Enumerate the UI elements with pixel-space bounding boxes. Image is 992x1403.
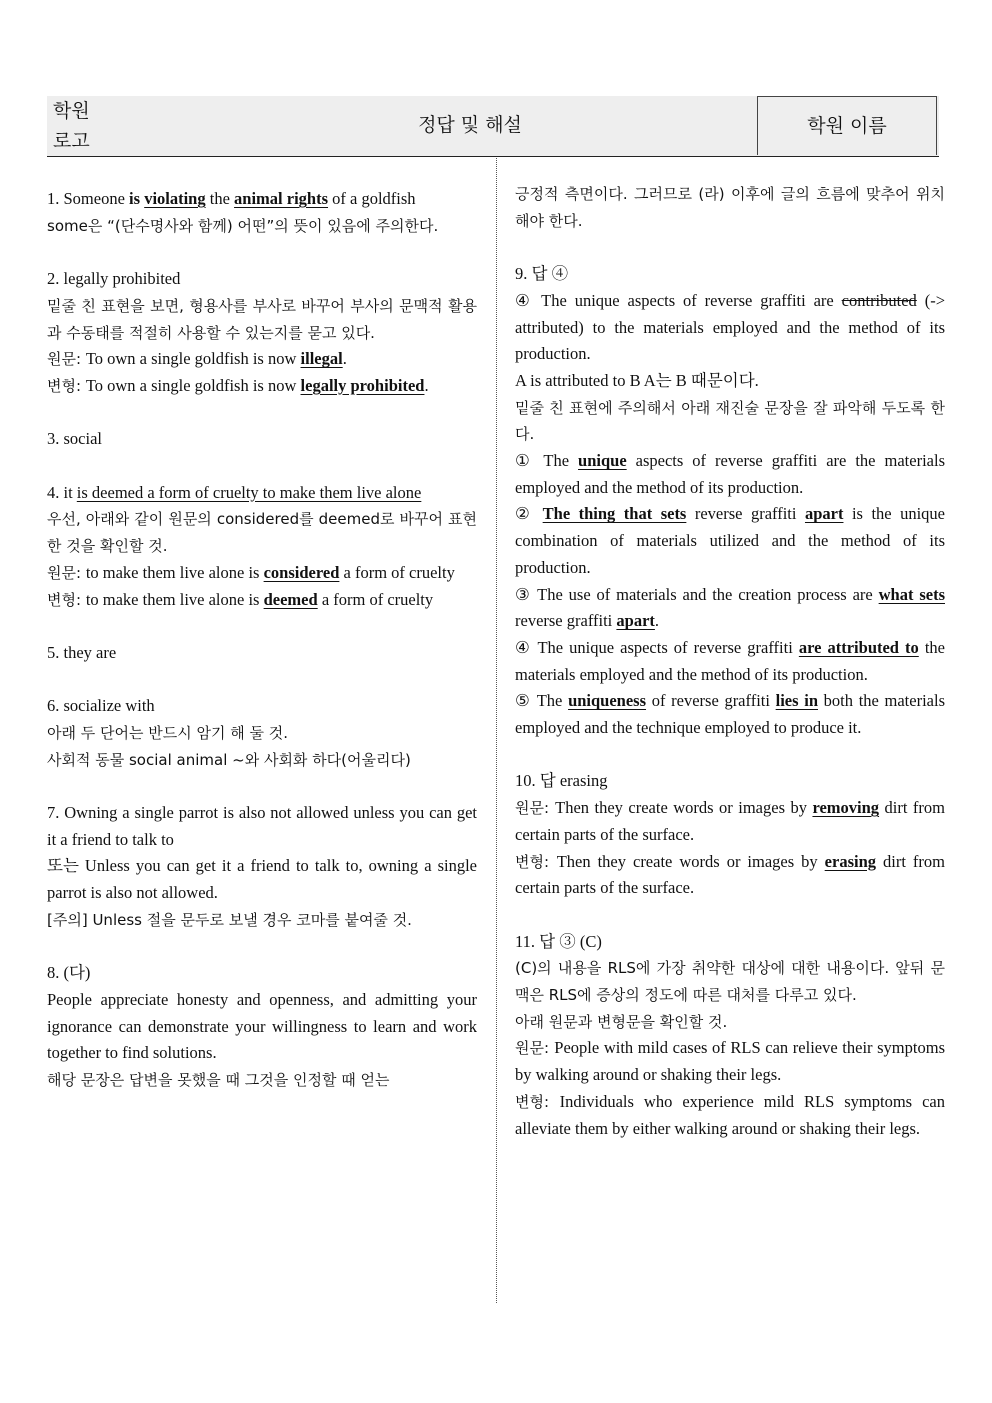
academy-logo-placeholder — [53, 96, 133, 156]
text-segment: (-> attributed) to the materials employed and the method of its production. — [515, 290, 946, 364]
text-segment: deemed — [263, 589, 318, 609]
text-segment: ③ The use of materials and the creation process are — [515, 584, 879, 604]
text-segment: To own a single goldfish is now — [85, 349, 301, 369]
text-segment: the — [205, 189, 235, 208]
text-segment: Then they create words or images by — [555, 798, 813, 818]
text-segment: 9. 답 ④ — [515, 264, 569, 284]
text-segment: [주의] Unless 절을 문두로 보낼 경우 코마를 붙여줄 것. — [47, 910, 412, 929]
text-segment: 11. 답 ③ (C) — [515, 931, 602, 951]
answer-11 — [515, 929, 945, 1143]
text-segment: 5. they are — [47, 642, 117, 662]
text-segment: animal rights — [234, 189, 329, 208]
text-segment: violating — [144, 189, 206, 208]
text-segment: 4. it — [47, 482, 77, 502]
text-segment: considered — [263, 562, 340, 582]
text-segment: 변형: — [47, 590, 86, 609]
logo-line-2: 로고 — [53, 130, 90, 152]
paragraph-spacer — [47, 239, 477, 266]
paragraph-spacer — [515, 742, 945, 769]
text-segment: . — [424, 375, 429, 395]
text-segment: Then they create words or images by — [556, 851, 825, 871]
text-line — [47, 560, 477, 587]
text-segment: of a goldfish — [328, 189, 416, 208]
text-segment: ① The — [515, 451, 579, 471]
explanation: some은 “(단수명사와 함께) 어떤”의 뜻이 있음에 주의한다. — [47, 216, 439, 235]
text-segment: Individuals who experience mild RLS symptoms can alleviate them by either walking around or shaking their legs. — [515, 1091, 945, 1138]
text-segment: 변형: — [47, 376, 86, 395]
paragraph-spacer — [47, 773, 477, 800]
option-3 — [515, 582, 945, 635]
explanation: 우선, 아래와 같이 원문의 considered를 deemed로 바꾸어 표현한 것을 확인할 것. — [47, 510, 477, 556]
text-segment: 원문: — [515, 799, 556, 818]
text-segment: aspects of reverse graffiti are the materials employed and the method of its production. — [515, 451, 945, 497]
text-segment: 사회적 동물 social animal ~와 사회화 하다(어울리다) — [47, 750, 411, 769]
text-segment: apart — [616, 611, 655, 631]
text-segment: 변형: — [515, 852, 557, 871]
text-segment: lies in — [775, 691, 818, 711]
text-line — [515, 1035, 945, 1088]
text-segment: ④ The unique aspects of reverse graffiti are — [515, 290, 842, 310]
text-segment: reverse graffiti — [686, 504, 805, 524]
text-segment: 해당 문장은 답변을 못했을 때 그것을 인정할 때 얻는 — [47, 1071, 390, 1090]
text-segment: dirt from certain parts of the surface. — [515, 851, 945, 898]
paragraph-spacer — [515, 902, 945, 929]
text-segment: unique — [578, 451, 627, 471]
text-segment: are attributed to — [798, 637, 919, 657]
text-segment: 6. socialize with — [47, 696, 155, 716]
text-segment: both the materials employed and the technique employed to produce it. — [515, 691, 945, 738]
text-segment: a form of cruelty — [339, 562, 455, 582]
answer-2 — [47, 266, 477, 400]
text-line — [515, 288, 945, 368]
text-segment: The thing that sets — [542, 504, 687, 524]
option-5 — [515, 688, 945, 741]
text-segment: 아래 원문과 변형문을 확인할 것. — [515, 1012, 728, 1031]
answer-10 — [515, 768, 945, 902]
text-line — [515, 1089, 945, 1142]
text-segment: ④ The unique aspects of reverse graffiti — [515, 637, 799, 657]
paragraph-spacer — [47, 667, 477, 694]
option-4 — [515, 635, 945, 688]
text-segment: 3. social — [47, 429, 102, 449]
text-segment: 10. 답 erasing — [515, 771, 608, 791]
text-segment: 변형: — [515, 1092, 560, 1111]
answer-8-continued: 긍정적 측면이다. 그러므로 (라) 이후에 글의 흐름에 맞추어 위치해야 한다. — [515, 185, 945, 230]
text-segment: removing — [812, 798, 880, 818]
answer-9 — [515, 261, 945, 742]
text-segment: is deemed a form of cruelty to make them live alone — [76, 482, 422, 502]
logo-line-1: 학원 — [53, 100, 90, 122]
answer-8 — [47, 960, 477, 1094]
text-segment: A is attributed to B A는 B 때문이다. — [515, 370, 759, 390]
answer-5 — [47, 640, 477, 667]
text-line — [47, 186, 477, 213]
answer-6 — [47, 693, 477, 773]
text-segment: of reverse graffiti — [646, 691, 776, 711]
text-segment: People appreciate honesty and openness, and admitting your ignorance can demonstrate your willingness to learn and work together to find solutions. — [47, 989, 477, 1063]
text-segment: dirt from certain parts of the surface. — [515, 798, 945, 844]
text-segment: 원문: — [47, 350, 86, 369]
text-segment: 1. Someone — [47, 189, 130, 208]
text-segment: the materials employed and the method of its production. — [515, 637, 945, 684]
answer-3 — [47, 426, 477, 453]
text-segment: illegal — [300, 349, 343, 369]
paragraph-spacer — [47, 453, 477, 480]
text-segment: . — [654, 611, 660, 631]
text-segment: to make them live alone is — [85, 562, 264, 582]
option-1 — [515, 448, 945, 501]
text-segment: . — [342, 349, 347, 369]
academy-name: 학원 이름 — [757, 96, 937, 155]
text-segment: is — [129, 189, 141, 208]
text-segment: 7. Owning a single parrot is also not allowed unless you can get it a friend to talk to — [47, 803, 477, 849]
text-segment: 2. legally prohibited — [47, 269, 181, 289]
text-segment: what sets — [878, 584, 945, 604]
text-segment: ② — [515, 504, 543, 524]
column-divider — [496, 158, 497, 1303]
text-segment: ⑤ The — [515, 691, 569, 711]
paragraph-spacer — [515, 234, 945, 261]
text-segment: erasing — [824, 851, 877, 871]
paragraph-spacer — [47, 400, 477, 427]
answer-1 — [47, 186, 477, 239]
text-segment: To own a single goldfish is now — [85, 375, 301, 395]
text-segment: uniqueness — [568, 691, 647, 711]
text-segment: apart — [804, 504, 844, 524]
text-segment: 또는 Unless you can get it a friend to talk to, owning a single parrot is also not allowed. — [47, 856, 477, 903]
paragraph-spacer — [47, 934, 477, 961]
text-line — [515, 795, 945, 848]
right-column — [515, 181, 945, 1142]
page-title: 정답 및 해설 — [418, 114, 522, 136]
text-line — [47, 587, 477, 614]
text-line — [47, 346, 477, 373]
text-segment: 밑줄 친 표현에 주의해서 아래 재진술 문장을 잘 파악해 두도록 한다. — [515, 398, 945, 444]
text-line — [515, 849, 945, 902]
paragraph-spacer — [47, 613, 477, 640]
text-segment: People with mild cases of RLS can relieve their symptoms by walking around or shaking their legs. — [515, 1038, 945, 1085]
text-segment: is the unique combination of materials utilized and the method of its production. — [515, 504, 945, 577]
text-segment: (C)의 내용을 RLS에 가장 취약한 대상에 대한 내용이다. 앞뒤 문맥은 RLS에 증상의 정도에 따른 대처를 다루고 있다. — [515, 959, 945, 1005]
text-segment: a form of cruelty — [317, 589, 434, 609]
answer-7 — [47, 800, 477, 934]
left-column — [47, 186, 477, 1094]
text-segment: 8. (다) — [47, 963, 91, 983]
document-header — [47, 96, 939, 157]
text-segment: contributed — [841, 290, 917, 310]
answer-4 — [47, 480, 477, 614]
text-segment: 원문: — [515, 1039, 555, 1058]
text-line — [47, 480, 477, 507]
text-segment: to make them live alone is — [85, 589, 264, 609]
text-segment: 아래 두 단어는 반드시 암기 해 둘 것. — [47, 723, 289, 742]
option-2 — [515, 501, 945, 581]
text-segment: 원문: — [47, 563, 86, 582]
text-segment: legally prohibited — [300, 375, 425, 395]
text-line — [47, 373, 477, 400]
text-segment: reverse graffiti — [515, 611, 617, 631]
explanation: 밑줄 친 표현을 보면, 형용사를 부사로 바꾸어 부사의 문맥적 활용과 수동태를 적절히 사용할 수 있는지를 묻고 있다. — [47, 296, 477, 342]
